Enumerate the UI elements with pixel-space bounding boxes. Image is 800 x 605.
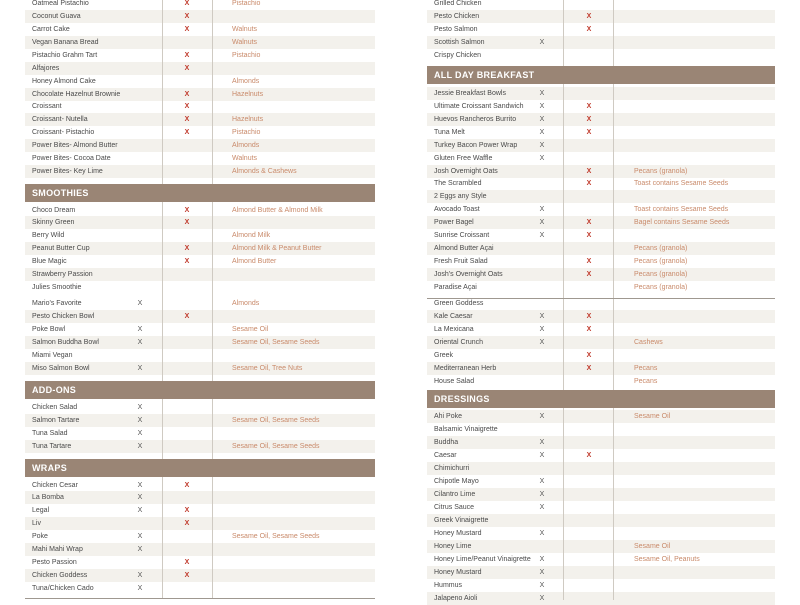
item-name: Honey Lime/Peanut Vinaigrette bbox=[434, 556, 531, 563]
allergen-note: Sesame Oil, Peanuts bbox=[634, 556, 700, 563]
allergen-note: Pistachio bbox=[232, 129, 261, 136]
allergen-mark-gray: X bbox=[539, 452, 545, 459]
allergen-note: Sesame Oil bbox=[634, 413, 671, 420]
allergen-mark-gray: X bbox=[539, 595, 545, 602]
allergen-mark-red: X bbox=[586, 313, 592, 320]
table-row bbox=[25, 229, 375, 242]
table-row bbox=[427, 126, 775, 139]
item-name: La Bomba bbox=[32, 494, 64, 501]
allergen-note: Sesame Oil bbox=[232, 326, 269, 333]
table-row bbox=[427, 23, 775, 36]
item-name: Greek Vinaigrette bbox=[434, 517, 489, 524]
allergen-mark-red: X bbox=[184, 520, 190, 527]
item-name: Green Goddess bbox=[434, 300, 484, 307]
allergen-mark-gray: X bbox=[539, 413, 545, 420]
item-name: Josh's Overnight Oats bbox=[434, 271, 503, 278]
allergen-mark-gray: X bbox=[539, 219, 545, 226]
allergen-note: Sesame Oil, Sesame Seeds bbox=[232, 339, 320, 346]
allergen-note: Pecans (granola) bbox=[634, 168, 688, 175]
allergen-mark-red: X bbox=[184, 103, 190, 110]
table-row bbox=[25, 427, 375, 440]
section-separator bbox=[427, 298, 775, 299]
item-name: Miami Vegan bbox=[32, 352, 73, 359]
allergen-note: Walnuts bbox=[232, 155, 258, 162]
item-name: Tuna/Chicken Cado bbox=[32, 585, 94, 592]
item-name: Sunrise Croissant bbox=[434, 232, 490, 239]
table-row bbox=[25, 543, 375, 556]
table-row bbox=[427, 49, 775, 62]
item-name: Caesar bbox=[434, 452, 457, 459]
allergen-mark-gray: X bbox=[137, 494, 143, 501]
allergen-mark-red: X bbox=[586, 13, 592, 20]
table-row bbox=[25, 336, 375, 349]
allergen-note: Almonds bbox=[232, 78, 260, 85]
allergen-note: Sesame Oil bbox=[634, 543, 671, 550]
allergen-note: Almond Milk & Peanut Butter bbox=[232, 245, 322, 252]
table-row bbox=[427, 579, 775, 592]
allergen-mark-gray: X bbox=[539, 339, 545, 346]
table-row bbox=[427, 501, 775, 514]
allergen-mark-red: X bbox=[184, 91, 190, 98]
table-row bbox=[427, 323, 775, 336]
item-name: Oatmeal Pistachio bbox=[32, 0, 89, 7]
item-name: Crispy Chicken bbox=[434, 52, 482, 59]
allergen-mark-gray: X bbox=[137, 533, 143, 540]
table-row bbox=[427, 177, 775, 190]
allergen-note: Toast contains Sesame Seeds bbox=[634, 206, 729, 213]
section-header-add-ons: ADD-ONS bbox=[25, 381, 375, 399]
allergen-mark-gray: X bbox=[539, 206, 545, 213]
item-name: Julies Smoothie bbox=[32, 284, 82, 291]
allergen-mark-red: X bbox=[586, 168, 592, 175]
table-row bbox=[25, 10, 375, 23]
item-name: Turkey Bacon Power Wrap bbox=[434, 142, 518, 149]
column-divider bbox=[613, 0, 614, 600]
allergen-mark-gray: X bbox=[539, 478, 545, 485]
allergen-mark-gray: X bbox=[539, 39, 545, 46]
allergen-mark-red: X bbox=[184, 116, 190, 123]
item-name: Jalapeno Aioli bbox=[434, 595, 478, 602]
item-name: Power Bites- Cocoa Date bbox=[32, 155, 111, 162]
item-name: Strawberry Passion bbox=[32, 271, 93, 278]
allergen-mark-gray: X bbox=[539, 232, 545, 239]
item-name: Buddha bbox=[434, 439, 459, 446]
allergen-mark-gray: X bbox=[137, 300, 143, 307]
item-name: Poke Bowl bbox=[32, 326, 66, 333]
table-row bbox=[427, 87, 775, 100]
table-row bbox=[25, 310, 375, 323]
allergen-mark-red: X bbox=[184, 482, 190, 489]
allergen-mark-red: X bbox=[586, 232, 592, 239]
table-row bbox=[427, 242, 775, 255]
table-row bbox=[25, 556, 375, 569]
table-row bbox=[427, 514, 775, 527]
table-row bbox=[427, 336, 775, 349]
table-row bbox=[427, 310, 775, 323]
table-row bbox=[427, 423, 775, 436]
column-divider bbox=[563, 0, 564, 600]
table-row bbox=[25, 582, 375, 595]
allergen-mark-red: X bbox=[586, 180, 592, 187]
item-name: Huevos Rancheros Burrito bbox=[434, 116, 517, 123]
item-name: Josh Overnight Oats bbox=[434, 168, 498, 175]
allergen-mark-red: X bbox=[586, 103, 592, 110]
table-row bbox=[427, 540, 775, 553]
left-allergen-table bbox=[25, 0, 375, 600]
table-row bbox=[25, 152, 375, 165]
item-name: Poke bbox=[32, 533, 48, 540]
allergen-mark-red: X bbox=[184, 0, 190, 7]
allergen-note: Sesame Oil, Sesame Seeds bbox=[232, 533, 320, 540]
table-row bbox=[427, 203, 775, 216]
allergen-note: Sesame Oil, Sesame Seeds bbox=[232, 443, 320, 450]
right-allergen-table bbox=[427, 0, 775, 600]
table-row bbox=[25, 281, 375, 294]
allergen-mark-red: X bbox=[184, 245, 190, 252]
item-name: Power Bites- Key Lime bbox=[32, 168, 103, 175]
allergen-note: Pecans (granola) bbox=[634, 284, 688, 291]
allergen-mark-red: X bbox=[184, 13, 190, 20]
item-name: Skinny Green bbox=[32, 219, 75, 226]
allergen-mark-red: X bbox=[586, 326, 592, 333]
table-row bbox=[427, 0, 775, 10]
table-row bbox=[427, 100, 775, 113]
table-row bbox=[427, 216, 775, 229]
item-name: Tuna Salad bbox=[32, 430, 68, 437]
table-row bbox=[427, 190, 775, 203]
item-name: Chicken Cesar bbox=[32, 482, 78, 489]
allergen-mark-gray: X bbox=[539, 129, 545, 136]
item-name: Power Bagel bbox=[434, 219, 474, 226]
allergen-mark-gray: X bbox=[137, 482, 143, 489]
item-name: Coconut Guava bbox=[32, 13, 81, 20]
allergen-mark-gray: X bbox=[137, 417, 143, 424]
table-row bbox=[25, 126, 375, 139]
allergen-mark-gray: X bbox=[539, 504, 545, 511]
table-row bbox=[25, 165, 375, 178]
allergen-mark-red: X bbox=[586, 219, 592, 226]
item-name: Miso Salmon Bowl bbox=[32, 365, 90, 372]
item-name: Chipotle Mayo bbox=[434, 478, 479, 485]
allergen-note: Almond Milk bbox=[232, 232, 271, 239]
item-name: Chimichurri bbox=[434, 465, 470, 472]
item-name: Tuna Tartare bbox=[32, 443, 72, 450]
item-name: Peanut Butter Cup bbox=[32, 245, 90, 252]
allergen-mark-gray: X bbox=[137, 443, 143, 450]
item-name: Ahi Poke bbox=[434, 413, 463, 420]
table-row bbox=[427, 527, 775, 540]
item-name: Pistachio Grahm Tart bbox=[32, 52, 98, 59]
allergen-mark-gray: X bbox=[539, 326, 545, 333]
allergen-note: Pistachio bbox=[232, 0, 261, 7]
table-row bbox=[25, 504, 375, 517]
table-row bbox=[427, 362, 775, 375]
table-row bbox=[25, 401, 375, 414]
item-name: Gluten Free Waffle bbox=[434, 155, 493, 162]
table-row bbox=[427, 462, 775, 475]
table-row bbox=[427, 113, 775, 126]
item-name: Cilantro Lime bbox=[434, 491, 476, 498]
allergen-note: Sesame Oil, Tree Nuts bbox=[232, 365, 303, 372]
allergen-mark-red: X bbox=[586, 352, 592, 359]
table-row bbox=[25, 216, 375, 229]
allergen-mark-gray: X bbox=[137, 546, 143, 553]
allergen-mark-red: X bbox=[184, 65, 190, 72]
table-row bbox=[25, 139, 375, 152]
table-row bbox=[427, 255, 775, 268]
item-name: Pesto Passion bbox=[32, 559, 77, 566]
allergen-note: Pecans (granola) bbox=[634, 258, 688, 265]
allergen-mark-gray: X bbox=[539, 90, 545, 97]
column-divider bbox=[162, 0, 163, 598]
item-name: Croissant- Nutella bbox=[32, 116, 88, 123]
section-header-dressings: DRESSINGS bbox=[427, 390, 775, 408]
allergen-mark-red: X bbox=[586, 271, 592, 278]
item-name: Alfajores bbox=[32, 65, 60, 72]
table-row bbox=[25, 88, 375, 101]
allergen-mark-red: X bbox=[586, 129, 592, 136]
table-row bbox=[25, 0, 375, 10]
item-name: Salmon Buddha Bowl bbox=[32, 339, 99, 346]
table-row bbox=[25, 569, 375, 582]
item-name: Power Bites- Almond Butter bbox=[32, 142, 118, 149]
item-name: Paradise Açai bbox=[434, 284, 477, 291]
item-name: Kale Caesar bbox=[434, 313, 473, 320]
allergen-mark-red: X bbox=[586, 26, 592, 33]
item-name: Croissant- Pistachio bbox=[32, 129, 95, 136]
item-name: Greek bbox=[434, 352, 454, 359]
allergen-mark-red: X bbox=[184, 52, 190, 59]
table-row bbox=[427, 152, 775, 165]
table-row bbox=[427, 165, 775, 178]
item-name: Ultimate Croissant Sandwich bbox=[434, 103, 524, 110]
section-header-smoothies: SMOOTHIES bbox=[25, 184, 375, 202]
table-row bbox=[427, 229, 775, 242]
table-row bbox=[427, 553, 775, 566]
allergen-note: Bagel contains Sesame Seeds bbox=[634, 219, 730, 226]
allergen-mark-gray: X bbox=[137, 572, 143, 579]
item-name: Choco Dream bbox=[32, 207, 76, 214]
item-name: Pesto Chicken Bowl bbox=[32, 313, 95, 320]
allergen-mark-red: X bbox=[184, 129, 190, 136]
allergen-note: Almond Butter bbox=[232, 258, 277, 265]
allergen-mark-red: X bbox=[586, 452, 592, 459]
allergen-mark-red: X bbox=[586, 116, 592, 123]
table-row bbox=[427, 488, 775, 501]
item-name: Honey Lime bbox=[434, 543, 472, 550]
allergen-note: Almonds & Cashews bbox=[232, 168, 297, 175]
allergen-mark-red: X bbox=[184, 313, 190, 320]
table-row bbox=[25, 323, 375, 336]
column-divider bbox=[212, 0, 213, 598]
item-name: Mario's Favorite bbox=[32, 300, 82, 307]
allergen-mark-red: X bbox=[184, 572, 190, 579]
allergen-mark-gray: X bbox=[539, 439, 545, 446]
allergen-mark-gray: X bbox=[539, 116, 545, 123]
item-name: Almond Butter Açai bbox=[434, 245, 494, 252]
allergen-mark-gray: X bbox=[137, 404, 143, 411]
item-name: Honey Mustard bbox=[434, 530, 482, 537]
table-row bbox=[427, 592, 775, 605]
allergen-note: Walnuts bbox=[232, 39, 258, 46]
table-row bbox=[25, 491, 375, 504]
allergen-mark-gray: X bbox=[539, 556, 545, 563]
table-row bbox=[25, 36, 375, 49]
item-name: Salmon Tartare bbox=[32, 417, 80, 424]
allergen-mark-gray: X bbox=[539, 313, 545, 320]
table-row bbox=[427, 36, 775, 49]
allergen-mark-gray: X bbox=[137, 430, 143, 437]
table-row bbox=[25, 517, 375, 530]
table-row bbox=[427, 449, 775, 462]
table-row bbox=[25, 75, 375, 88]
item-name: Liv bbox=[32, 520, 41, 527]
table-row bbox=[427, 139, 775, 152]
allergen-mark-gray: X bbox=[539, 569, 545, 576]
allergen-mark-red: X bbox=[184, 507, 190, 514]
allergen-note: Pecans (granola) bbox=[634, 245, 688, 252]
item-name: Pesto Chicken bbox=[434, 13, 480, 20]
allergen-note: Almonds bbox=[232, 142, 260, 149]
allergen-mark-gray: X bbox=[539, 142, 545, 149]
allergen-note: Pecans (granola) bbox=[634, 271, 688, 278]
item-name: Oriental Crunch bbox=[434, 339, 484, 346]
item-name: House Salad bbox=[434, 378, 475, 385]
item-name: La Mexicana bbox=[434, 326, 474, 333]
table-row bbox=[25, 297, 375, 310]
item-name: 2 Eggs any Style bbox=[434, 193, 487, 200]
table-row bbox=[427, 410, 775, 423]
item-name: Honey Mustard bbox=[434, 569, 482, 576]
table-row bbox=[25, 255, 375, 268]
item-name: Pesto Salmon bbox=[434, 26, 478, 33]
table-row bbox=[427, 349, 775, 362]
item-name: Citrus Sauce bbox=[434, 504, 475, 511]
item-name: Chicken Goddess bbox=[32, 572, 88, 579]
item-name: Blue Magic bbox=[32, 258, 67, 265]
allergen-mark-gray: X bbox=[137, 585, 143, 592]
item-name: Avocado Toast bbox=[434, 206, 480, 213]
table-row bbox=[427, 566, 775, 579]
allergen-mark-gray: X bbox=[539, 155, 545, 162]
item-name: The Scrambled bbox=[434, 180, 482, 187]
table-row bbox=[25, 479, 375, 492]
item-name: Grilled Chicken bbox=[434, 0, 482, 7]
allergen-note: Toast contains Sesame Seeds bbox=[634, 180, 729, 187]
allergen-mark-red: X bbox=[586, 258, 592, 265]
allergen-mark-red: X bbox=[586, 365, 592, 372]
item-name: Honey Almond Cake bbox=[32, 78, 96, 85]
allergen-mark-gray: X bbox=[137, 339, 143, 346]
item-name: Jessie Breakfast Bowls bbox=[434, 90, 506, 97]
table-row bbox=[25, 49, 375, 62]
allergen-note: Almonds bbox=[232, 300, 260, 307]
allergen-mark-gray: X bbox=[137, 365, 143, 372]
table-row bbox=[427, 436, 775, 449]
item-name: Mahi Mahi Wrap bbox=[32, 546, 83, 553]
table-row bbox=[25, 349, 375, 362]
allergen-mark-gray: X bbox=[137, 326, 143, 333]
allergen-note: Almond Butter & Almond Milk bbox=[232, 207, 323, 214]
allergen-note: Pecans bbox=[634, 378, 658, 385]
item-name: Mediterranean Herb bbox=[434, 365, 497, 372]
allergen-mark-gray: X bbox=[137, 507, 143, 514]
allergen-mark-red: X bbox=[184, 559, 190, 566]
allergen-note: Hazelnuts bbox=[232, 116, 264, 123]
item-name: Vegan Banana Bread bbox=[32, 39, 99, 46]
allergen-mark-red: X bbox=[184, 207, 190, 214]
table-row bbox=[427, 268, 775, 281]
allergen-note: Sesame Oil, Sesame Seeds bbox=[232, 417, 320, 424]
table-row bbox=[25, 100, 375, 113]
allergen-mark-red: X bbox=[184, 258, 190, 265]
item-name: Scottish Salmon bbox=[434, 39, 485, 46]
item-name: Legal bbox=[32, 507, 50, 514]
item-name: Carrot Cake bbox=[32, 26, 70, 33]
table-row bbox=[25, 204, 375, 217]
allergen-mark-gray: X bbox=[539, 491, 545, 498]
table-row bbox=[25, 362, 375, 375]
allergen-note: Cashews bbox=[634, 339, 663, 346]
allergen-mark-red: X bbox=[184, 26, 190, 33]
table-row bbox=[25, 530, 375, 543]
table-row bbox=[25, 113, 375, 126]
allergen-note: Pistachio bbox=[232, 52, 261, 59]
item-name: Fresh Fruit Salad bbox=[434, 258, 488, 265]
section-header-all-day-breakfast: ALL DAY BREAKFAST bbox=[427, 66, 775, 84]
item-name: Chicken Salad bbox=[32, 404, 78, 411]
table-row bbox=[427, 10, 775, 23]
allergen-mark-gray: X bbox=[539, 103, 545, 110]
table-row bbox=[25, 268, 375, 281]
item-name: Berry Wild bbox=[32, 232, 65, 239]
item-name: Chocolate Hazelnut Brownie bbox=[32, 91, 121, 98]
item-name: Croissant bbox=[32, 103, 62, 110]
allergen-note: Pecans bbox=[634, 365, 658, 372]
table-row bbox=[25, 62, 375, 75]
item-name: Tuna Melt bbox=[434, 129, 465, 136]
allergen-mark-gray: X bbox=[539, 582, 545, 589]
table-row bbox=[25, 414, 375, 427]
table-row bbox=[25, 440, 375, 453]
section-header-wraps: WRAPS bbox=[25, 459, 375, 477]
allergen-note: Hazelnuts bbox=[232, 91, 264, 98]
allergen-mark-red: X bbox=[184, 219, 190, 226]
table-row bbox=[25, 23, 375, 36]
table-row bbox=[427, 475, 775, 488]
table-row bbox=[427, 281, 775, 294]
allergen-mark-gray: X bbox=[539, 530, 545, 537]
table-row bbox=[427, 375, 775, 388]
allergen-note: Walnuts bbox=[232, 26, 258, 33]
table-row bbox=[25, 242, 375, 255]
item-name: Hummus bbox=[434, 582, 463, 589]
item-name: Balsamic Vinaigrette bbox=[434, 426, 498, 433]
table-bottom-border bbox=[25, 598, 375, 599]
